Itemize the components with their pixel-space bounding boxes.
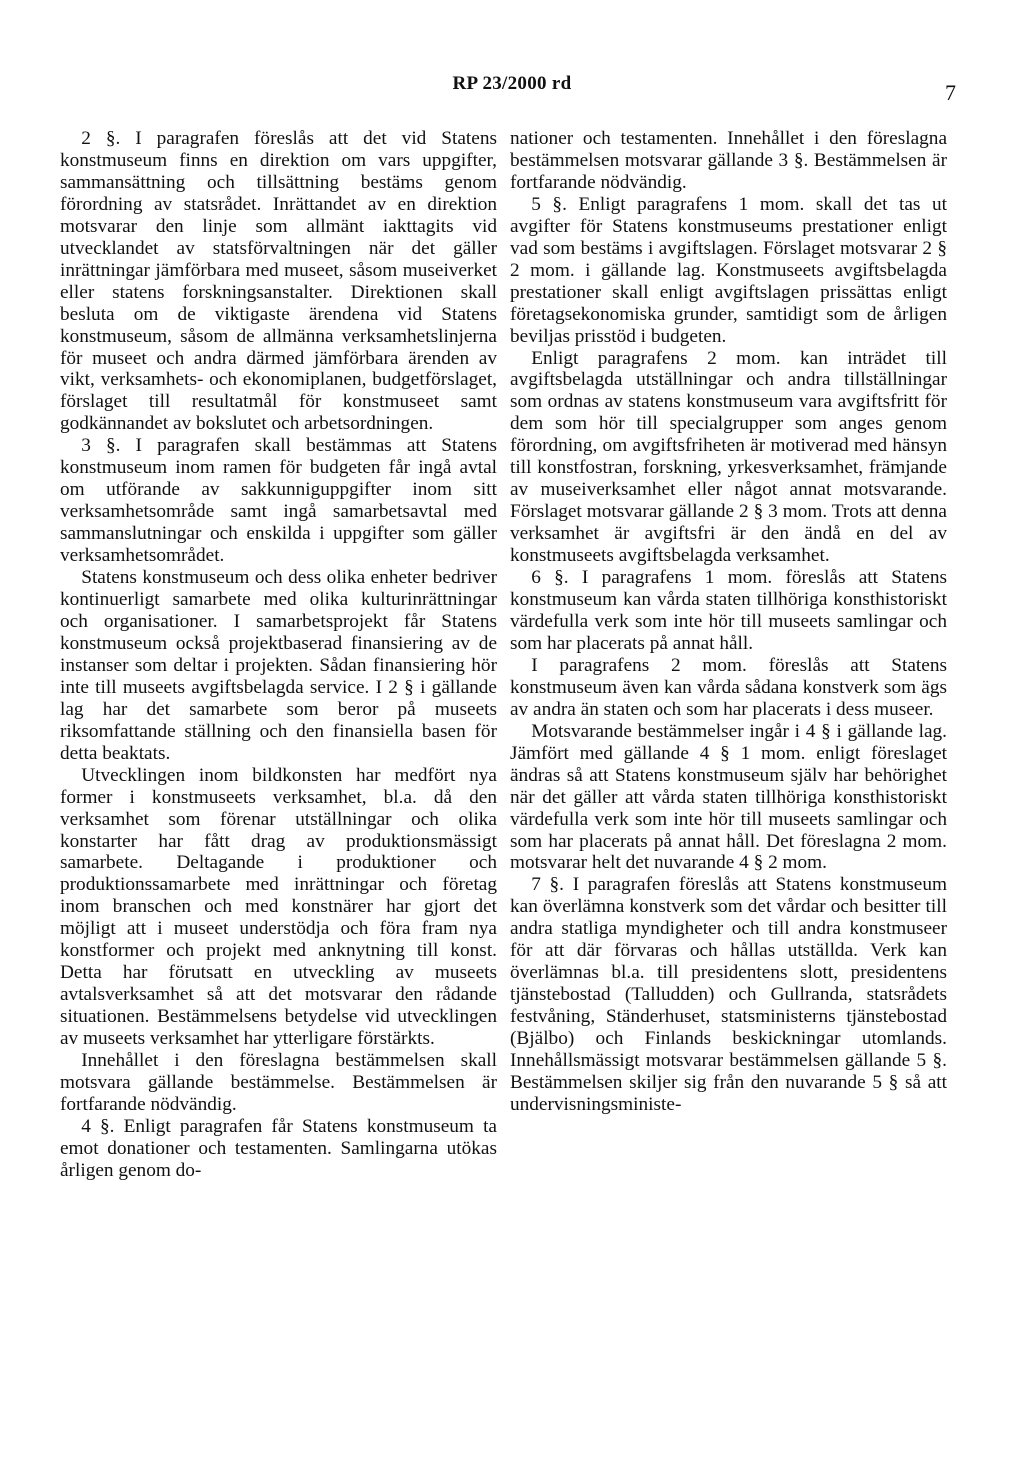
right-text-column	[510, 128, 947, 1116]
paragraph-6-mom-2: I paragrafens 2 mom. föreslås att Statens konstmuseum även kan vårda sådana konstverk som ägs av andra än staten och som har placerats i dess museer.	[510, 654, 947, 720]
paragraph-4-paragraph: 4 §. Enligt paragrafen får Statens konstmuseum ta emot donationer och testamenten. Samlingarna utökas årligen genom do-	[60, 1115, 497, 1181]
paragraph-corresponding-provisions: Motsvarande bestämmelser ingår i 4 § i gällande lag. Jämfört med gällande 4 § 1 mom. enligt föreslaget ändras så att Statens konstmuseum själv har behörighet när det gäller att vårda staten tillhöriga konsthistoriskt värdefulla verk som inte hör till museets samlingar och som har placerats på annat håll. Det föreslagna 2 mom. motsvarar helt det nuvarande 4 § 2 mom.	[510, 720, 947, 874]
running-header-title: RP 23/2000 rd	[452, 73, 572, 94]
paragraph-7-paragraph: 7 §. I paragrafen föreslås att Statens konstmuseum kan överlämna konstverk som det vårdar och besitter till andra statliga myndigheter och till andra konstmuseer för att där förvaras och hållas utställda. Verk kan överlämnas bl.a. till presidentens slott, presidentens tjänstebostad (Talludden) och Gullranda, statsrådets festvåning, Ständerhuset, statsministerns tjänstebostad (Bjälbo) och Finlands beskickningar utomlands. Innehållsmässigt motsvarar bestämmelsen gällande 5 §. Bestämmelsen skiljer sig från den nuvarande 5 § så att undervisningsministe-	[510, 874, 947, 1115]
left-text-column	[60, 128, 497, 1182]
paragraph-3-paragraph: 3 §. I paragrafen skall bestämmas att Statens konstmuseum inom ramen för budgeten får ingå avtal om utförande av sakkunniguppgifter inom sitt verksamhetsområde samt ingå samarbetsavtal med sammanslutningar och enskilda i uppgifter som gäller verksamhetsområdet.	[60, 435, 497, 567]
paragraph-6-paragraph: 6 §. I paragrafens 1 mom. föreslås att Statens konstmuseum kan vårda staten tillhöriga konsthistoriskt värdefulla verk som inte hör till museets samlingar och som har placerats på annat håll.	[510, 567, 947, 654]
page-number: 7	[945, 80, 956, 105]
paragraph-content: Innehållet i den föreslagna bestämmelsen skall motsvara gällande bestämmelse. Bestämmelsen är fortfarande nödvändig.	[60, 1050, 497, 1115]
paragraph-4-continued: nationer och testamenten. Innehållet i den föreslagna bestämmelsen motsvarar gällande 3 §. Bestämmelsen är fortfarande nödvändig.	[510, 128, 947, 193]
paragraph-5-paragraph: 5 §. Enligt paragrafens 1 mom. skall det tas ut avgifter för Statens konstmuseums prestationer enligt vad som bestäms i avgiftslagen. Förslaget motsvarar 2 § 2 mom. i gällande lag. Konstmuseets avgiftsbelagda prestationer skall enligt avgiftslagen prissättas enligt företagsekonomiska grunder, samtidigt som de årligen beviljas prisstöd i budgeten.	[510, 193, 947, 347]
paragraph-development: Utvecklingen inom bildkonsten har medfört nya former i konstmuseets verksamhet, bl.a. då den verksamhet som förenar utställningar och olika konstarter har fått drag av produktionsmässigt samarbete. Deltagande i produktioner och produktionssamarbete med inrättningar och företag inom branschen och med konstnärer har gjort det möjligt att i museet understödja och föra fram nya konstformer och projekt med anknytning till konst. Detta har förutsatt en utveckling av museets avtalsverksamhet så att det motsvarar den rådande situationen. Bestämmelsens betydelse vid utvecklingen av museets verksamhet har ytterligare förstärkts.	[60, 764, 497, 1050]
paragraph-2-paragraph: 2 §. I paragrafen föreslås att det vid Statens konstmuseum finns en direktion om vars uppgifter, sammansättning och tillsättning bestäms genom förordning av statsrådet. Inrättandet av en direktion motsvarar den linje som allmänt iakttagits vid utvecklandet av statsförvaltningen när det gäller inrättningar jämförbara med museet, såsom museiverket eller statens forskningsanstalter. Direktionen skall besluta om de viktigaste ärendena vid Statens konstmuseum, såsom de allmänna verksamhetslinjerna för museet och andra därmed jämförbara ärenden av vikt, verksamhets- och ekonomiplanen, budgetförslaget, förslaget till resultatmål för konstmuseet samt godkännandet av bokslutet och arbetsordningen.	[60, 128, 497, 435]
paragraph-cooperation: Statens konstmuseum och dess olika enheter bedriver kontinuerligt samarbete med olika kulturinrättningar och organisationer. I samarbetsprojekt får Statens konstmuseum också projektbaserad finansiering av de instanser som deltar i projekten. Sådan finansiering hör inte till museets avgiftsbelagda service. I 2 § i gällande lag har det samarbete som beror på museets riksomfattande ställning och den finansiella basen för detta beaktats.	[60, 567, 497, 764]
paragraph-5-mom-2: Enligt paragrafens 2 mom. kan inträdet till avgiftsbelagda utställningar och andra tillställningar som ordnas av statens konstmuseum vara avgiftsfritt för dem som hör till specialgrupper som anges genom förordning, om avgiftsfriheten är motiverad med hänsyn till konstfostran, forskning, yrkesverksamhet, främjande av museiverksamhet eller något annat motsvarande. Förslaget motsvarar gällande 2 § 3 mom. Trots att denna verksamhet är avgiftsfri är den ändå en del av konstmuseets avgiftsbelagda verksamhet.	[510, 347, 947, 567]
